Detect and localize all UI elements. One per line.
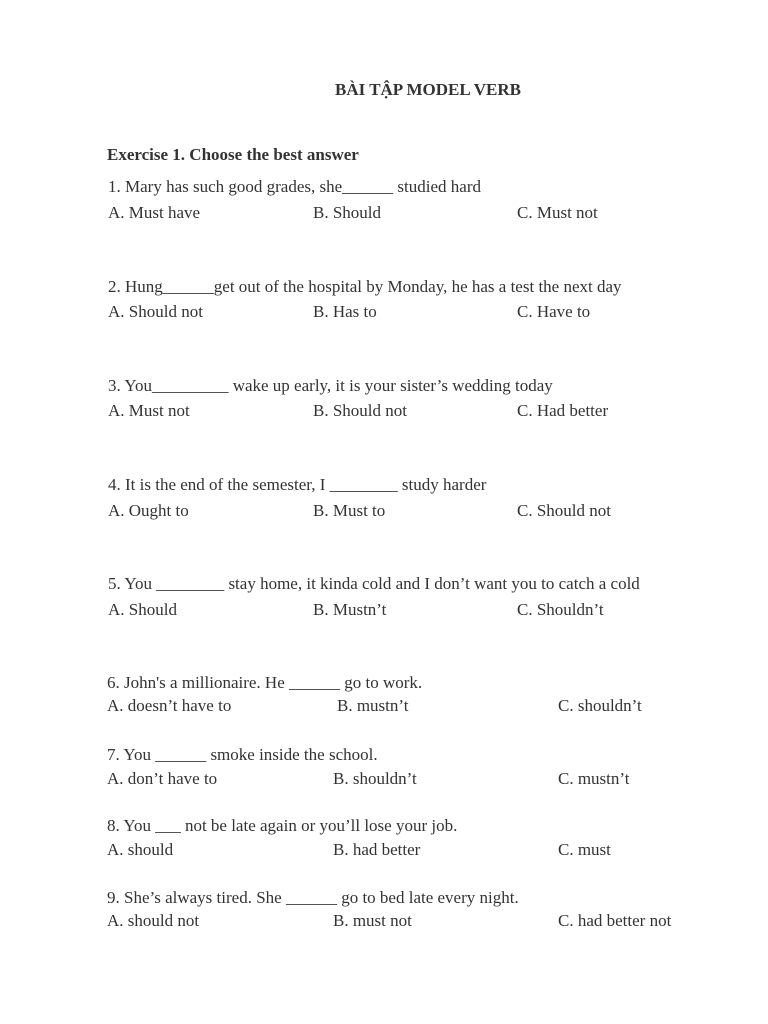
option-1c: C. Must not <box>517 203 598 222</box>
question-6: 6. John's a millionaire. He ______ go to work. <box>107 673 423 692</box>
option-6b: B. mustn’t <box>337 696 409 715</box>
option-6a: A. doesn’t have to <box>107 696 232 715</box>
option-8a: A. should <box>107 840 174 859</box>
option-2b: B. Has to <box>313 302 377 321</box>
option-7c: C. mustn’t <box>558 769 630 788</box>
option-4b: B. Must to <box>313 501 386 520</box>
question-2: 2. Hung______get out of the hospital by Monday, he has a test the next day <box>108 277 622 296</box>
option-3a: A. Must not <box>108 401 190 420</box>
exercise-heading: Exercise 1. Choose the best answer <box>107 145 359 164</box>
question-5: 5. You ________ stay home, it kinda cold and I don’t want you to catch a cold <box>108 574 640 593</box>
question-9: 9. She’s always tired. She ______ go to bed late every night. <box>107 888 519 907</box>
option-8b: B. had better <box>333 840 421 859</box>
option-3b: B. Should not <box>313 401 407 420</box>
option-9c: C. had better not <box>558 911 672 930</box>
option-9a: A. should not <box>107 911 200 930</box>
question-4: 4. It is the end of the semester, I ________ study harder <box>108 475 487 494</box>
option-5b: B. Mustn’t <box>313 600 387 619</box>
option-8c: C. must <box>558 840 611 859</box>
option-4c: C. Should not <box>517 501 611 520</box>
option-7a: A. don’t have to <box>107 769 218 788</box>
page-title: BÀI TẬP MODEL VERB <box>335 80 521 99</box>
question-1: 1. Mary has such good grades, she______ studied hard <box>108 177 481 196</box>
option-1a: A. Must have <box>108 203 201 222</box>
option-6c: C. shouldn’t <box>558 696 642 715</box>
question-7: 7. You ______ smoke inside the school. <box>107 745 378 764</box>
option-7b: B. shouldn’t <box>333 769 417 788</box>
option-3c: C. Had better <box>517 401 609 420</box>
option-9b: B. must not <box>333 911 412 930</box>
question-3: 3. You_________ wake up early, it is your sister’s wedding today <box>108 376 553 395</box>
option-5c: C. Shouldn’t <box>517 600 604 619</box>
question-8: 8. You ___ not be late again or you’ll lose your job. <box>107 816 458 835</box>
option-4a: A. Ought to <box>108 501 189 520</box>
option-2c: C. Have to <box>517 302 591 321</box>
option-1b: B. Should <box>313 203 382 222</box>
option-5a: A. Should <box>108 600 177 619</box>
option-2a: A. Should not <box>108 302 203 321</box>
